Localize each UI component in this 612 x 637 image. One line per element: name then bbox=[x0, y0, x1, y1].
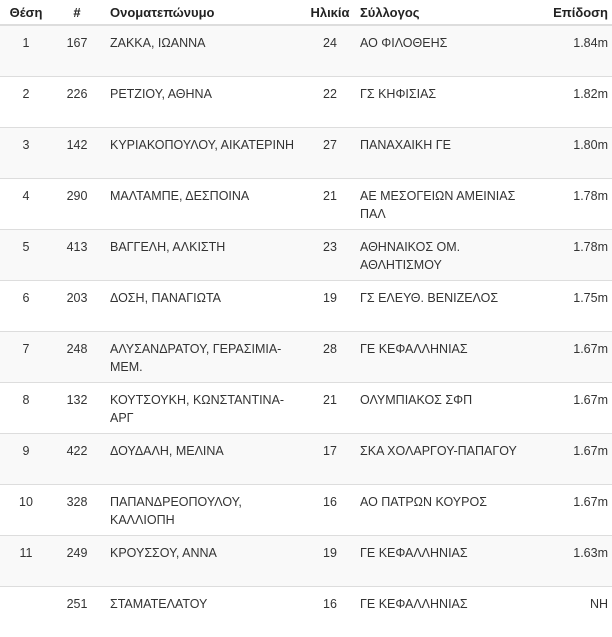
cell-position: 1 bbox=[0, 25, 52, 76]
header-club[interactable]: Σύλλογος bbox=[356, 0, 536, 25]
cell-club: ΑΟ ΠΑΤΡΩΝ ΚΟΥΡΟΣ bbox=[356, 484, 536, 535]
cell-club: ΓΕ ΚΕΦΑΛΛΗΝΙΑΣ bbox=[356, 331, 536, 382]
cell-position bbox=[0, 586, 52, 637]
cell-age: 27 bbox=[304, 127, 356, 178]
cell-position: 10 bbox=[0, 484, 52, 535]
cell-performance: 1.82m bbox=[536, 76, 612, 127]
cell-age: 28 bbox=[304, 331, 356, 382]
header-performance[interactable]: Επίδοση bbox=[536, 0, 612, 25]
cell-bib: 422 bbox=[52, 433, 102, 484]
cell-performance: 1.67m bbox=[536, 484, 612, 535]
cell-bib: 413 bbox=[52, 229, 102, 280]
cell-bib: 132 bbox=[52, 382, 102, 433]
cell-name: ΑΛΥΣΑΝΔΡΑΤΟΥ, ΓΕΡΑΣΙΜΙΑ-ΜΕΜ. bbox=[102, 331, 304, 382]
cell-club: ΓΕ ΚΕΦΑΛΛΗΝΙΑΣ bbox=[356, 535, 536, 586]
cell-position: 6 bbox=[0, 280, 52, 331]
cell-club: ΓΣ ΚΗΦΙΣΙΑΣ bbox=[356, 76, 536, 127]
cell-age: 16 bbox=[304, 484, 356, 535]
cell-bib: 167 bbox=[52, 25, 102, 76]
cell-bib: 226 bbox=[52, 76, 102, 127]
table-row bbox=[0, 25, 612, 76]
table-row bbox=[0, 127, 612, 178]
table-row bbox=[0, 76, 612, 127]
cell-age: 17 bbox=[304, 433, 356, 484]
header-name[interactable]: Ονοματεπώνυμο bbox=[102, 0, 304, 25]
cell-club: ΣΚΑ ΧΟΛΑΡΓΟΥ-ΠΑΠΑΓΟΥ bbox=[356, 433, 536, 484]
cell-bib: 251 bbox=[52, 586, 102, 637]
cell-performance: 1.80m bbox=[536, 127, 612, 178]
cell-bib: 142 bbox=[52, 127, 102, 178]
cell-position: 7 bbox=[0, 331, 52, 382]
cell-name: ΜΑΛΤΑΜΠΕ, ΔΕΣΠΟΙΝΑ bbox=[102, 178, 304, 229]
cell-name: ΚΥΡΙΑΚΟΠΟΥΛΟΥ, ΑΙΚΑΤΕΡΙΝΗ bbox=[102, 127, 304, 178]
table-row bbox=[0, 178, 612, 229]
table-row bbox=[0, 382, 612, 433]
header-bib[interactable]: # bbox=[52, 0, 102, 25]
table-row bbox=[0, 433, 612, 484]
cell-age: 23 bbox=[304, 229, 356, 280]
table-row bbox=[0, 535, 612, 586]
table-header bbox=[0, 0, 612, 25]
cell-bib: 248 bbox=[52, 331, 102, 382]
header-row bbox=[0, 0, 612, 25]
table-row bbox=[0, 484, 612, 535]
cell-position: 11 bbox=[0, 535, 52, 586]
header-position[interactable]: Θέση bbox=[0, 0, 52, 25]
cell-name: ΣΤΑΜΑΤΕΛΑΤΟΥ bbox=[102, 586, 304, 637]
cell-position: 9 bbox=[0, 433, 52, 484]
cell-performance: 1.75m bbox=[536, 280, 612, 331]
cell-age: 24 bbox=[304, 25, 356, 76]
cell-position: 3 bbox=[0, 127, 52, 178]
cell-bib: 290 bbox=[52, 178, 102, 229]
cell-name: ΡΕΤΖΙΟΥ, ΑΘΗΝΑ bbox=[102, 76, 304, 127]
cell-performance: ΝΗ bbox=[536, 586, 612, 637]
header-age[interactable]: Ηλικία bbox=[304, 0, 356, 25]
cell-bib: 249 bbox=[52, 535, 102, 586]
cell-age: 21 bbox=[304, 178, 356, 229]
cell-performance: 1.63m bbox=[536, 535, 612, 586]
cell-performance: 1.84m bbox=[536, 25, 612, 76]
table-row bbox=[0, 586, 612, 637]
table-row bbox=[0, 280, 612, 331]
cell-club: ΑΟ ΦΙΛΟΘΕΗΣ bbox=[356, 25, 536, 76]
cell-name: ΠΑΠΑΝΔΡΕΟΠΟΥΛΟΥ, ΚΑΛΛΙΟΠΗ bbox=[102, 484, 304, 535]
cell-name: ΒΑΓΓΕΛΗ, ΑΛΚΙΣΤΗ bbox=[102, 229, 304, 280]
cell-age: 19 bbox=[304, 280, 356, 331]
cell-name: ΖΑΚΚΑ, ΙΩΑΝΝΑ bbox=[102, 25, 304, 76]
cell-bib: 203 bbox=[52, 280, 102, 331]
cell-club: ΟΛΥΜΠΙΑΚΟΣ ΣΦΠ bbox=[356, 382, 536, 433]
cell-position: 4 bbox=[0, 178, 52, 229]
cell-age: 16 bbox=[304, 586, 356, 637]
cell-position: 5 bbox=[0, 229, 52, 280]
cell-performance: 1.67m bbox=[536, 331, 612, 382]
cell-club: ΠΑΝΑΧΑΙΚΗ ΓΕ bbox=[356, 127, 536, 178]
cell-age: 19 bbox=[304, 535, 356, 586]
table-row bbox=[0, 331, 612, 382]
cell-club: ΓΕ ΚΕΦΑΛΛΗΝΙΑΣ bbox=[356, 586, 536, 637]
cell-performance: 1.67m bbox=[536, 382, 612, 433]
cell-age: 21 bbox=[304, 382, 356, 433]
cell-club: ΓΣ ΕΛΕΥΘ. ΒΕΝΙΖΕΛΟΣ bbox=[356, 280, 536, 331]
cell-age: 22 bbox=[304, 76, 356, 127]
cell-bib: 328 bbox=[52, 484, 102, 535]
cell-club: ΑΕ ΜΕΣΟΓΕΙΩΝ ΑΜΕΙΝΙΑΣ ΠΑΛ bbox=[356, 178, 536, 229]
cell-name: ΚΟΥΤΣΟΥΚΗ, ΚΩΝΣΤΑΝΤΙΝΑ-ΑΡΓ bbox=[102, 382, 304, 433]
cell-name: ΔΟΣΗ, ΠΑΝΑΓΙΩΤΑ bbox=[102, 280, 304, 331]
cell-name: ΚΡΟΥΣΣΟΥ, ΑΝΝΑ bbox=[102, 535, 304, 586]
cell-performance: 1.78m bbox=[536, 229, 612, 280]
table-body bbox=[0, 25, 612, 637]
cell-position: 8 bbox=[0, 382, 52, 433]
cell-name: ΔΟΥΔΑΛΗ, ΜΕΛΙΝΑ bbox=[102, 433, 304, 484]
cell-performance: 1.78m bbox=[536, 178, 612, 229]
cell-performance: 1.67m bbox=[536, 433, 612, 484]
table-row bbox=[0, 229, 612, 280]
cell-club: ΑΘΗΝΑΙΚΟΣ ΟΜ. ΑΘΛΗΤΙΣΜΟΥ bbox=[356, 229, 536, 280]
cell-position: 2 bbox=[0, 76, 52, 127]
